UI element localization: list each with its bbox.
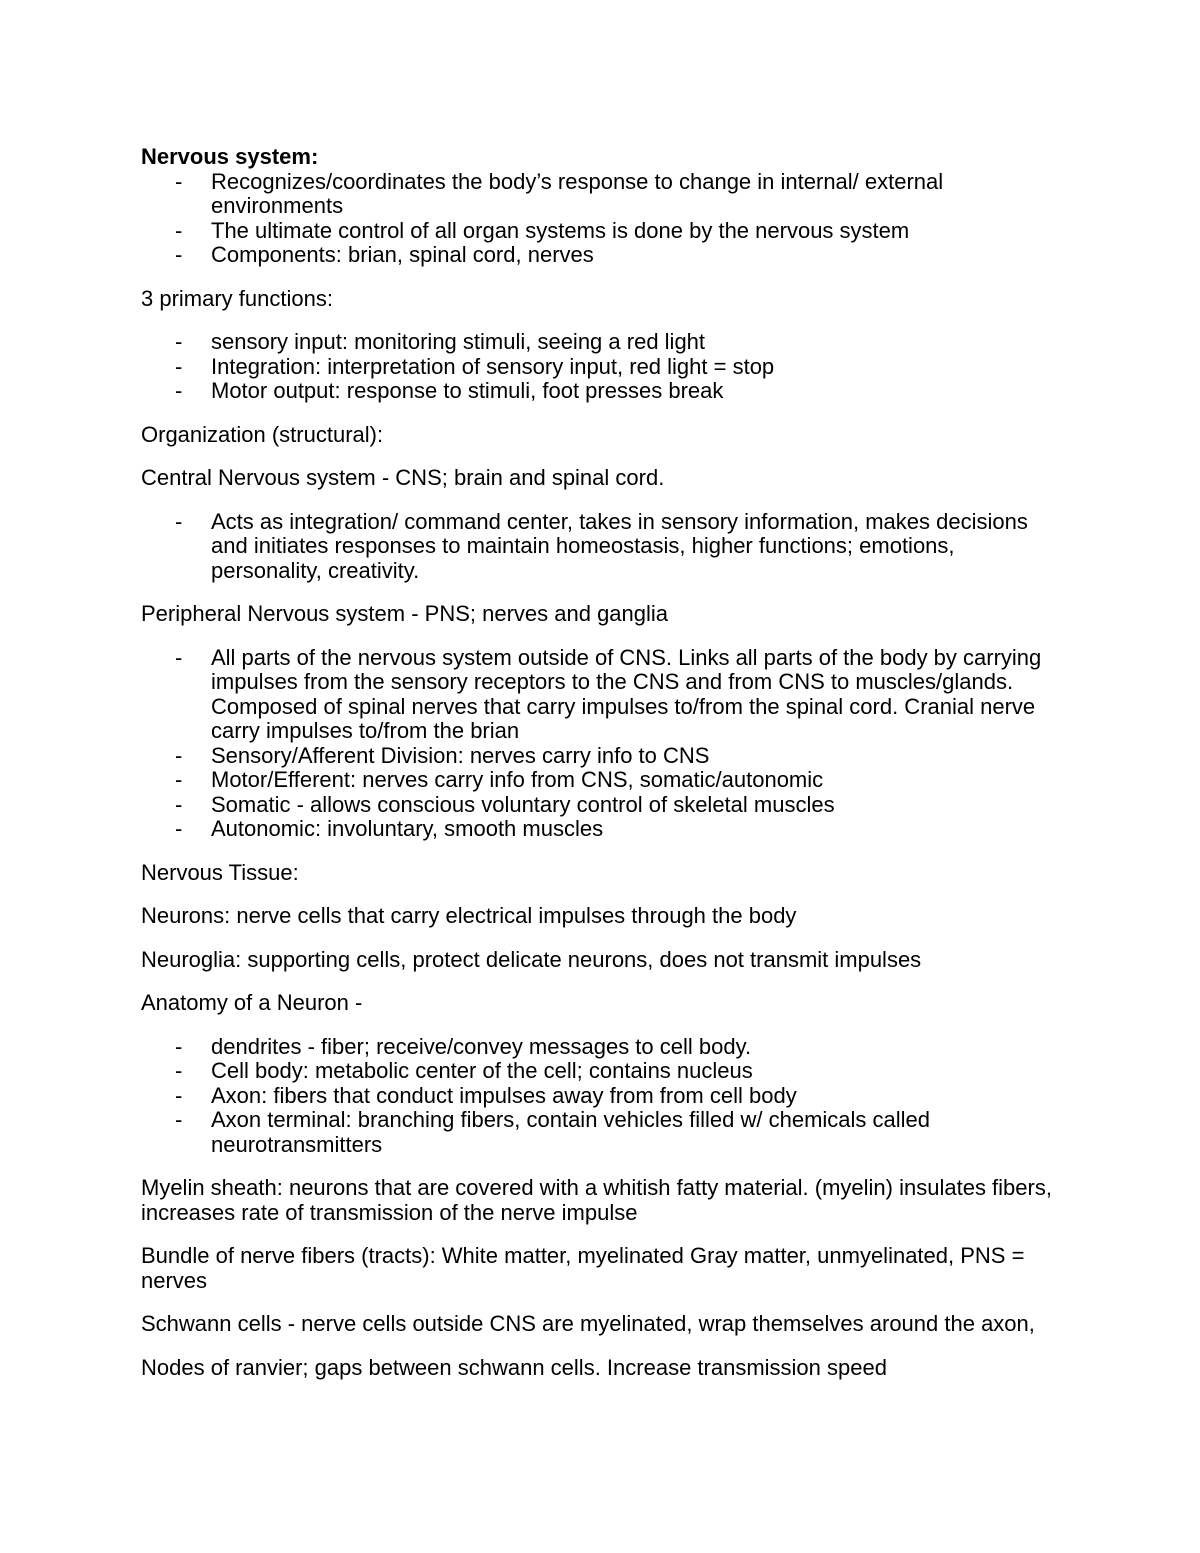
list-item-text: Autonomic: involuntary, smooth muscles [211, 816, 604, 841]
primary-functions-list [141, 330, 1061, 404]
list-item [141, 243, 1061, 268]
dash-bullet: - [175, 644, 183, 670]
list-item-text: dendrites - fiber; receive/convey messages to cell body. [211, 1033, 752, 1059]
nervous-tissue-heading: Nervous Tissue: [141, 859, 299, 885]
list-item [141, 510, 1061, 584]
list-item [141, 646, 1061, 744]
dash-bullet: - [175, 742, 183, 768]
list-item-text: The ultimate control of all organ systems is done by the nervous system [211, 217, 910, 243]
document-body [141, 145, 1061, 1380]
myelin-paragraph: Myelin sheath: neurons that are covered with a whitish fatty material. (myelin) insulates fibers, increases rate of transmission of the nerve impulse [141, 1175, 1052, 1225]
list-item [141, 1084, 1061, 1109]
dash-bullet: - [175, 353, 183, 379]
dash-bullet: - [175, 1107, 183, 1132]
list-item [141, 170, 1061, 219]
list-item-text: Sensory/Afferent Division: nerves carry info to CNS [211, 742, 710, 768]
pns-list [141, 646, 1061, 842]
organization-heading: Organization (structural): [141, 421, 384, 447]
pns-heading: Peripheral Nervous system - PNS; nerves and ganglia [141, 601, 669, 626]
nodes-paragraph: Nodes of ranvier; gaps between schwann cells. Increase transmission speed [141, 1354, 887, 1380]
cns-heading: Central Nervous system - CNS; brain and spinal cord. [141, 465, 665, 490]
list-item [141, 219, 1061, 244]
dash-bullet: - [175, 767, 183, 792]
dash-bullet: - [175, 508, 183, 534]
neuroglia-paragraph: Neuroglia: supporting cells, protect delicate neurons, does not transmit impulses [141, 946, 922, 972]
list-item [141, 744, 1061, 769]
dash-bullet: - [175, 329, 183, 354]
nervous-system-heading: Nervous system: [141, 144, 319, 169]
list-item-text: Integration: interpretation of sensory input, red light = stop [211, 353, 775, 379]
list-item-text: Components: brian, spinal cord, nerves [211, 242, 594, 267]
dash-bullet: - [175, 217, 183, 243]
neurons-paragraph: Neurons: nerve cells that carry electrical impulses through the body [141, 903, 797, 928]
list-item [141, 768, 1061, 793]
dash-bullet: - [175, 816, 183, 841]
list-item-text: Somatic - allows conscious voluntary control of skeletal muscles [211, 791, 835, 817]
list-item [141, 1059, 1061, 1084]
list-item [141, 793, 1061, 818]
list-item-text: Motor/Efferent: nerves carry info from CNS, somatic/autonomic [211, 767, 824, 792]
nervous-system-list [141, 170, 1061, 268]
list-item [141, 817, 1061, 842]
dash-bullet: - [175, 168, 183, 194]
dash-bullet: - [175, 1082, 183, 1108]
list-item-text: All parts of the nervous system outside of CNS. Links all parts of the body by carrying impulses from the sensory receptors to the CNS and from CNS to muscles/glands. Composed of spinal nerves that carry impulses to/from the spinal cord. Cranial nerve carry impulses to/from the brian [211, 644, 1042, 743]
dash-bullet: - [175, 1058, 183, 1083]
cns-list [141, 510, 1061, 584]
schwann-paragraph: Schwann cells - nerve cells outside CNS are myelinated, wrap themselves around the axon, [141, 1311, 1035, 1336]
list-item-text: Motor output: response to stimuli, foot presses break [211, 378, 724, 403]
list-item-text: Cell body: metabolic center of the cell; contains nucleus [211, 1058, 753, 1083]
list-item [141, 1035, 1061, 1060]
list-item [141, 379, 1061, 404]
list-item-text: Axon terminal: branching fibers, contain vehicles filled w/ chemicals called neurotransmitters [211, 1107, 931, 1157]
dash-bullet: - [175, 1033, 183, 1059]
list-item-text: Recognizes/coordinates the body’s response to change in internal/ external environments [211, 168, 944, 218]
dash-bullet: - [175, 378, 183, 403]
anatomy-heading: Anatomy of a Neuron - [141, 990, 363, 1015]
list-item [141, 330, 1061, 355]
list-item [141, 355, 1061, 380]
list-item-text: Axon: fibers that conduct impulses away from from cell body [211, 1082, 797, 1108]
primary-functions-heading: 3 primary functions: [141, 285, 333, 311]
dash-bullet: - [175, 791, 183, 817]
list-item-text: sensory input: monitoring stimuli, seeing a red light [211, 329, 706, 354]
bundle-paragraph: Bundle of nerve fibers (tracts): White matter, myelinated Gray matter, unmyelinated, PNS = nerves [141, 1243, 1025, 1293]
dash-bullet: - [175, 242, 183, 267]
list-item-text: Acts as integration/ command center, takes in sensory information, makes decisions and initiates responses to maintain homeostasis, higher functions; emotions, personality, creativity. [211, 508, 1028, 583]
list-item [141, 1108, 1061, 1157]
anatomy-list [141, 1035, 1061, 1158]
